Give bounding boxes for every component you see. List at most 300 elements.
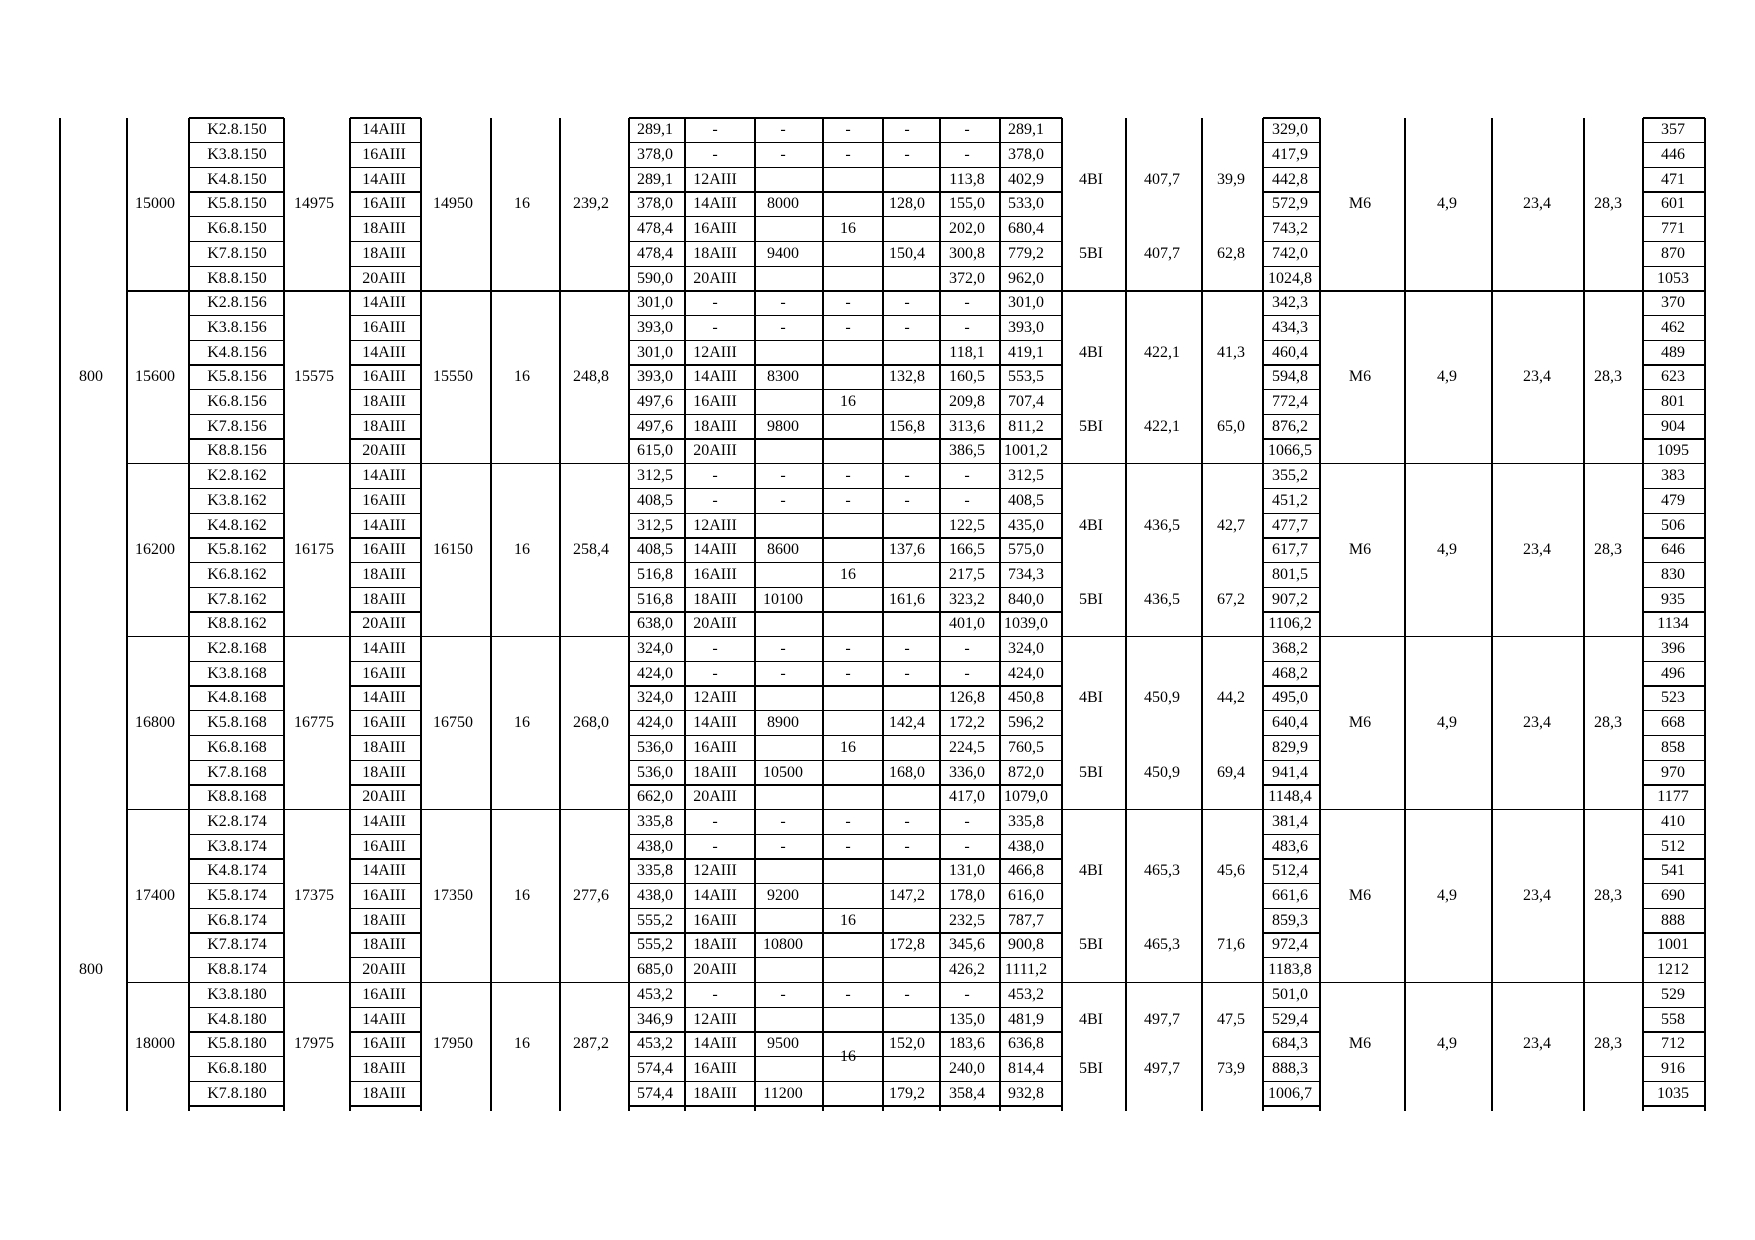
length-1: 16175 [294,541,334,559]
frame-type: 4BI [1079,170,1103,188]
row-mark: K3.8.180 [207,985,267,1003]
row-last: 646 [1661,541,1685,559]
row-rule [350,908,421,909]
row-col-g: 324,0 [1008,640,1044,658]
span-e2: 179,2 [889,1084,925,1102]
row-col-e: - [904,985,910,1003]
row-rule [189,364,284,365]
beam-length: 15600 [135,368,175,386]
row-col-d: - [845,146,851,164]
row-rebar: 14AIII [362,467,406,485]
row-col-f: 113,8 [949,170,985,188]
row-total: 468,2 [1272,664,1308,682]
row-weight-1: 516,8 [637,565,673,583]
row-rule [1643,611,1705,612]
span-e1: 142,4 [889,714,925,732]
row-rule [350,760,421,761]
row-rule [350,241,421,242]
bolt-mark: M6 [1348,368,1372,386]
row-rebar-2: 18AIII [693,1084,737,1102]
frame-a: 497,7 [1144,1059,1180,1077]
row-rule [189,414,284,415]
row-weight-1: 536,0 [637,763,673,781]
row-weight-1: 590,0 [637,269,673,287]
row-weight-1: 393,0 [637,318,673,336]
row-rebar-2: - [712,121,718,139]
frame-a: 407,7 [1144,244,1180,262]
row-rule [127,290,1705,291]
row-total: 742,0 [1272,244,1308,262]
row-rule [1263,611,1320,612]
count: 16 [514,887,530,905]
frame-b: 71,6 [1217,936,1245,954]
row-mark: K2.8.156 [207,294,267,312]
span-e1: 132,8 [889,368,925,386]
row-rule [189,735,284,736]
bolt-mark: M6 [1348,887,1372,905]
row-weight-1: 301,0 [637,343,673,361]
area-value: 277,6 [573,887,609,905]
row-weight-1: 574,4 [637,1084,673,1102]
row-rebar-2: 16AIII [693,565,737,583]
row-mark: K5.8.168 [207,714,267,732]
row-rule [350,710,421,711]
row-col-g: 596,2 [1008,714,1044,732]
span-e1: 137,6 [889,541,925,559]
row-last: 801 [1661,393,1685,411]
value-2: 23,4 [1523,195,1551,213]
value-1: 4,9 [1437,1035,1457,1053]
row-mark: K8.8.168 [207,788,267,806]
row-col-g: 312,5 [1008,467,1044,485]
length-2: 16750 [433,714,473,732]
row-col-e: - [904,664,910,682]
row-col-d: - [845,294,851,312]
beam-length: 16800 [135,714,175,732]
row-col-f: 166,5 [949,541,985,559]
row-rebar-2: 16AIII [693,220,737,238]
value-2: 23,4 [1523,541,1551,559]
value-2: 23,4 [1523,714,1551,732]
row-rule [189,587,284,588]
column-rule [188,118,190,1111]
row-rule [1263,266,1320,267]
row-rebar: 18AIII [362,565,406,583]
row-rebar-2: 18AIII [693,417,737,435]
frame-type: 4BI [1079,343,1103,361]
frame-b: 44,2 [1217,689,1245,707]
column-rule [126,118,128,1111]
row-col-g: 680,4 [1008,220,1044,238]
row-total: 1024,8 [1268,269,1312,287]
span-a: 9200 [767,887,799,905]
row-rule [1643,1105,1705,1106]
frame-b: 39,9 [1217,170,1245,188]
frame-a: 422,1 [1144,343,1180,361]
side-label: 800 [79,961,103,979]
column-rule [420,118,422,1111]
span-b: 10100 [763,590,803,608]
row-col-a: - [780,812,786,830]
row-weight-1: 408,5 [637,541,673,559]
row-rule [189,883,284,884]
row-rule [189,611,284,612]
row-rule [350,932,421,933]
row-rule [350,661,421,662]
length-2: 17350 [433,887,473,905]
row-rule [189,167,284,168]
row-rule [1263,364,1320,365]
row-rule [629,340,1062,341]
row-col-f: 155,0 [949,195,985,213]
row-rule [1263,117,1320,118]
side-label: 800 [79,368,103,386]
row-rule [1263,1056,1320,1057]
row-total: 684,3 [1272,1035,1308,1053]
row-last: 858 [1661,738,1685,756]
row-col-g: 424,0 [1008,664,1044,682]
row-total: 1106,2 [1268,615,1312,633]
column-rule [1491,118,1493,1111]
row-rule [189,908,284,909]
row-col-f: 426,2 [949,961,985,979]
row-rule [1263,340,1320,341]
row-weight-1: 289,1 [637,170,673,188]
value-1: 4,9 [1437,541,1457,559]
row-col-g: 707,4 [1008,393,1044,411]
span-a: 8000 [767,195,799,213]
row-last: 830 [1661,565,1685,583]
row-rebar: 18AIII [362,1084,406,1102]
row-rule [629,957,1062,958]
row-total: 477,7 [1272,516,1308,534]
row-weight-1: 685,0 [637,961,673,979]
row-rebar-2: 14AIII [693,714,737,732]
row-rule [629,784,1062,785]
row-mark: K8.8.150 [207,269,267,287]
row-col-g: 393,0 [1008,318,1044,336]
beam-length: 18000 [135,1035,175,1053]
column-rule [490,118,492,1111]
row-col-g: 301,0 [1008,294,1044,312]
span-a: 8300 [767,368,799,386]
row-mark: K4.8.180 [207,1010,267,1028]
row-last: 396 [1661,640,1685,658]
row-total: 572,9 [1272,195,1308,213]
value-3: 28,3 [1594,714,1622,732]
length-1: 15575 [294,368,334,386]
row-rebar-2: - [712,491,718,509]
span-b: 10500 [763,763,803,781]
row-last: 523 [1661,689,1685,707]
row-col-f: 202,0 [949,220,985,238]
value-3: 28,3 [1594,887,1622,905]
row-total: 460,4 [1272,343,1308,361]
row-rebar: 18AIII [362,738,406,756]
length-2: 14950 [433,195,473,213]
row-rule [1263,784,1320,785]
row-rule [629,216,1062,217]
row-rule [1263,216,1320,217]
row-rule [350,117,421,118]
row-last: 712 [1661,1035,1685,1053]
row-total: 529,4 [1272,1010,1308,1028]
row-rule [1643,908,1705,909]
row-col-g: 435,0 [1008,516,1044,534]
row-weight-1: 324,0 [637,640,673,658]
row-col-g: 1111,2 [1004,961,1048,979]
row-total: 859,3 [1272,911,1308,929]
row-total: 594,8 [1272,368,1308,386]
bolt-mark: M6 [1348,195,1372,213]
row-last: 690 [1661,887,1685,905]
row-weight-1: 478,4 [637,220,673,238]
row-col-a: - [780,837,786,855]
row-col-f: - [964,491,970,509]
row-last: 1035 [1657,1084,1689,1102]
row-col-f: 313,6 [949,417,985,435]
row-rule [189,932,284,933]
row-rebar: 18AIII [362,220,406,238]
row-last: 489 [1661,343,1685,361]
row-rebar-2: 20AIII [693,788,737,806]
row-rule [1643,685,1705,686]
row-last: 541 [1661,862,1685,880]
row-rule [350,685,421,686]
row-last: 1212 [1657,961,1689,979]
beam-length: 17400 [135,887,175,905]
row-rule [1263,191,1320,192]
frame-type: 4BI [1079,862,1103,880]
row-rule [350,1105,421,1106]
row-rebar-2: - [712,640,718,658]
row-total: 941,4 [1272,763,1308,781]
row-col-f: 217,5 [949,565,985,583]
frame-type: 5BI [1079,936,1103,954]
row-rule [189,1081,284,1082]
row-rebar: 16AIII [362,368,406,386]
row-total: 417,9 [1272,146,1308,164]
frame-b: 47,5 [1217,1010,1245,1028]
row-rebar: 14AIII [362,862,406,880]
row-rule [1643,340,1705,341]
row-col-d: - [845,640,851,658]
row-rule [350,611,421,612]
row-weight-1: 335,8 [637,862,673,880]
row-col-g: 840,0 [1008,590,1044,608]
column-rule [59,118,61,1111]
column-rule [1262,118,1264,1111]
row-rule [629,488,1062,489]
row-last: 1177 [1657,788,1689,806]
row-mark: K4.8.168 [207,689,267,707]
row-rule [1263,834,1320,835]
row-total: 640,4 [1272,714,1308,732]
row-rebar: 16AIII [362,146,406,164]
frame-a: 422,1 [1144,417,1180,435]
span-e2: 161,6 [889,590,925,608]
row-rebar-2: 20AIII [693,269,737,287]
span-e2: 150,4 [889,244,925,262]
row-rebar-2: 20AIII [693,961,737,979]
row-rule [189,685,284,686]
row-col-g: 575,0 [1008,541,1044,559]
row-weight-1: 453,2 [637,985,673,1003]
row-rule [189,142,284,143]
row-rule [629,1031,1062,1032]
row-rule [1643,389,1705,390]
row-rule [629,710,1062,711]
row-rule [629,883,1062,884]
row-rebar: 18AIII [362,911,406,929]
row-mark: K6.8.174 [207,911,267,929]
row-last: 1095 [1657,442,1689,460]
row-mark: K8.8.174 [207,961,267,979]
span-e1: 128,0 [889,195,925,213]
row-last: 970 [1661,763,1685,781]
row-rebar-2: - [712,467,718,485]
row-rule [629,167,1062,168]
row-rebar: 20AIII [362,442,406,460]
value-2: 23,4 [1523,368,1551,386]
row-last: 370 [1661,294,1685,312]
row-last: 888 [1661,911,1685,929]
row-rule [1263,414,1320,415]
row-col-g: 811,2 [1008,417,1044,435]
row-rebar: 14AIII [362,343,406,361]
row-rule [629,117,1062,118]
row-rule [350,513,421,514]
row-rule [629,389,1062,390]
row-rule [1263,241,1320,242]
row-rule [350,1056,421,1057]
row-col-f: 178,0 [949,887,985,905]
frame-b: 41,3 [1217,343,1245,361]
row-rebar: 20AIII [362,788,406,806]
row-col-g: 636,8 [1008,1035,1044,1053]
row-col-a: - [780,121,786,139]
row-weight-1: 555,2 [637,911,673,929]
row-rebar-2: 16AIII [693,738,737,756]
row-rule [629,735,1062,736]
value-1: 4,9 [1437,195,1457,213]
row-weight-1: 393,0 [637,368,673,386]
row-rule [1263,710,1320,711]
row-col-a: - [780,985,786,1003]
row-last: 506 [1661,516,1685,534]
row-rule [189,266,284,267]
row-rule [189,513,284,514]
row-rule [350,216,421,217]
row-rule [189,537,284,538]
row-rule [189,760,284,761]
value-1: 4,9 [1437,714,1457,732]
row-last: 1134 [1657,615,1689,633]
row-weight-1: 312,5 [637,467,673,485]
row-rule [350,957,421,958]
row-rebar-2: - [712,664,718,682]
row-rule [189,241,284,242]
row-mark: K2.8.168 [207,640,267,658]
count: 16 [514,368,530,386]
length-2: 15550 [433,368,473,386]
row-col-g: 616,0 [1008,887,1044,905]
row-col-f: - [964,812,970,830]
row-mark: K7.8.162 [207,590,267,608]
row-rebar-2: 12AIII [693,862,737,880]
span-e1: 152,0 [889,1035,925,1053]
row-mark: K4.8.150 [207,170,267,188]
row-total: 829,9 [1272,738,1308,756]
row-col-f: - [964,121,970,139]
row-last: 496 [1661,664,1685,682]
row-rule [1263,315,1320,316]
beam-length: 15000 [135,195,175,213]
row-col-d: - [845,812,851,830]
row-last: 383 [1661,467,1685,485]
row-rule [629,513,1062,514]
row-col-e: - [904,491,910,509]
row-mark: K3.8.168 [207,664,267,682]
row-weight-1: 536,0 [637,738,673,756]
frame-a: 450,9 [1144,689,1180,707]
row-total: 1066,5 [1268,442,1312,460]
frame-a: 497,7 [1144,1010,1180,1028]
row-rule [189,562,284,563]
row-col-f: 209,8 [949,393,985,411]
row-rebar: 20AIII [362,961,406,979]
row-col-e: - [904,318,910,336]
row-weight-1: 497,6 [637,393,673,411]
row-rebar-2: 12AIII [693,170,737,188]
row-weight-1: 324,0 [637,689,673,707]
row-rebar: 20AIII [362,615,406,633]
row-rule [1643,1081,1705,1082]
row-rule [189,957,284,958]
row-rebar: 16AIII [362,664,406,682]
row-weight-1: 378,0 [637,195,673,213]
area-value: 239,2 [573,195,609,213]
span-b: 10800 [763,936,803,954]
row-rule [127,463,1705,464]
value-3: 28,3 [1594,1035,1622,1053]
row-weight-1: 615,0 [637,442,673,460]
row-rebar-2: 20AIII [693,615,737,633]
row-mark: K7.8.156 [207,417,267,435]
span-a: 8600 [767,541,799,559]
length-1: 16775 [294,714,334,732]
row-weight-1: 555,2 [637,936,673,954]
row-mark: K8.8.156 [207,442,267,460]
row-rule [189,1031,284,1032]
row-rebar-2: 18AIII [693,763,737,781]
row-rule [1263,438,1320,439]
row-rebar-2: 18AIII [693,936,737,954]
row-col-g: 402,9 [1008,170,1044,188]
row-col-g: 1001,2 [1004,442,1048,460]
row-col-g: 787,7 [1008,911,1044,929]
row-col-f: 336,0 [949,763,985,781]
row-mark: K6.8.150 [207,220,267,238]
span-d: 16 [840,565,856,583]
row-col-g: 481,9 [1008,1010,1044,1028]
row-rule [350,266,421,267]
row-rebar-2: - [712,294,718,312]
row-last: 623 [1661,368,1685,386]
row-rebar: 16AIII [362,837,406,855]
row-rebar-2: 20AIII [693,442,737,460]
frame-type: 5BI [1079,417,1103,435]
